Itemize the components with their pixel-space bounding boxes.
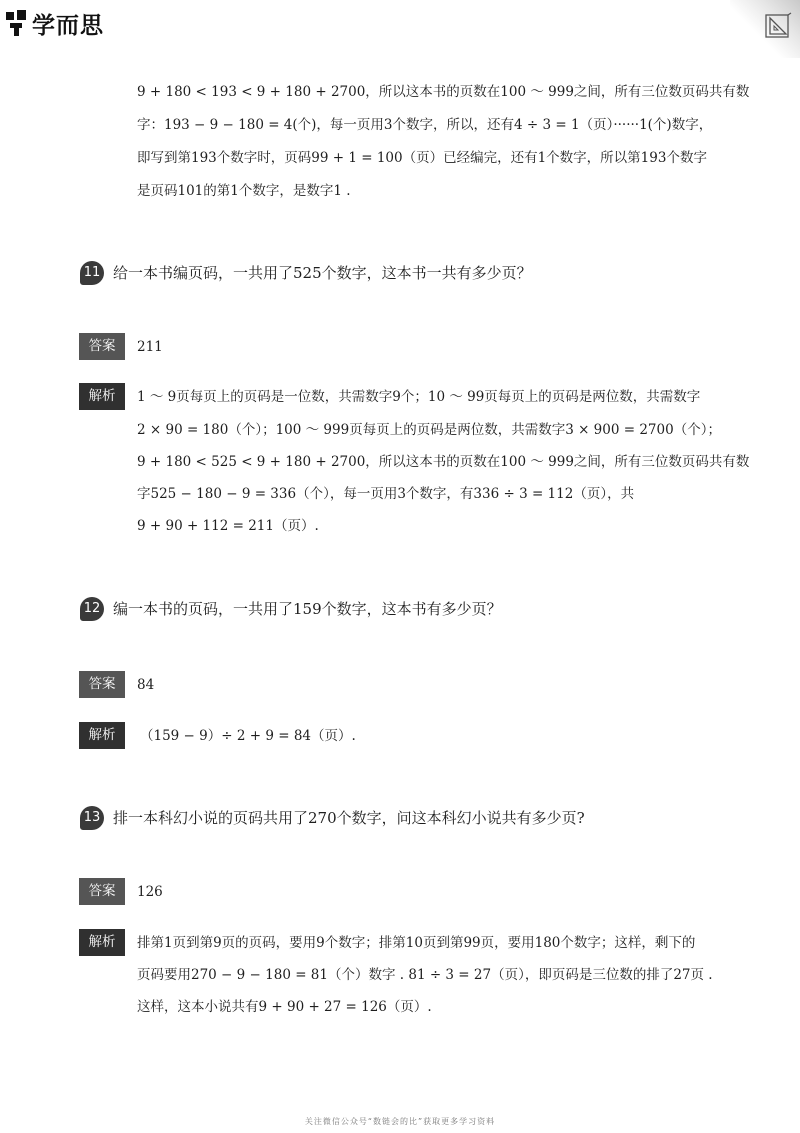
question-number-badge: 13 — [80, 806, 104, 830]
answer-label: 答案 — [79, 671, 125, 698]
brand-mark-icon — [4, 9, 28, 37]
analysis-line: 页码要用270 − 9 − 180 = 81（个）数字 . 81 ÷ 3 = 27（页），即页码是三位数的排了27页 . — [137, 967, 713, 983]
intro-line: 9 + 180 < 193 < 9 + 180 + 2700，所以这本书的页数在100 ～ 999之间，所有三位数页码共有数 — [137, 84, 750, 100]
question-number-badge: 12 — [80, 597, 104, 621]
answer-value: 126 — [137, 884, 163, 900]
intro-line: 字：193 − 9 − 180 = 4(个)，每一页用3个数字，所以，还有4 ÷ 3 = 1（页）······1(个)数字， — [137, 117, 713, 133]
brand-logo — [4, 6, 104, 40]
analysis-line: 排第1页到第9页的页码，要用9个数字；排第10页到第99页，要用180个数字；这样，剩下的 — [137, 935, 696, 951]
analysis-label: 解析 — [79, 929, 125, 956]
analysis-line: 2 × 90 = 180（个）；100 ～ 999页每页上的页码是两位数，共需数字3 × 900 = 2700（个）； — [137, 422, 721, 438]
footer-note: 关注微信公众号“数链会的比”获取更多学习资料 — [304, 1117, 496, 1126]
question-text: 排一本科幻小说的页码共用了270个数字，问这本科幻小说共有多少页? — [113, 809, 585, 827]
analysis-label: 解析 — [79, 722, 125, 749]
ruler-triangle-icon — [764, 12, 792, 40]
brand-name: 学而思 — [32, 12, 104, 39]
answer-value: 211 — [137, 339, 163, 355]
question-number-badge: 11 — [80, 261, 104, 285]
intro-line: 是页码101的第1个数字，是数字1 . — [137, 183, 351, 199]
intro-line: 即写到第193个数字时，页码99 + 1 = 100（页）已经编完，还有1个数字，所以第193个数字 — [137, 150, 707, 166]
question-text: 编一本书的页码，一共用了159个数字，这本书有多少页？ — [113, 600, 502, 618]
analysis-label: 解析 — [79, 383, 125, 410]
question-text: 给一本书编页码，一共用了525个数字，这本书一共有多少页？ — [113, 264, 532, 282]
analysis-line: 1 ～ 9页每页上的页码是一位数，共需数字9个；10 ～ 99页每页上的页码是两位数，共需数字 — [137, 389, 701, 405]
answer-label: 答案 — [79, 878, 125, 905]
answer-value: 84 — [137, 677, 155, 693]
analysis-line: 9 + 180 < 525 < 9 + 180 + 2700，所以这本书的页数在100 ～ 999之间，所有三位数页码共有数 — [137, 454, 750, 470]
analysis-line: 9 + 90 + 112 = 211（页）. — [137, 518, 319, 534]
analysis-line: 字525 − 180 − 9 = 336（个），每一页用3个数字，有336 ÷ 3 = 112（页），共 — [137, 486, 635, 502]
analysis-line: （159 − 9）÷ 2 + 9 = 84（页）. — [140, 728, 356, 744]
answer-label: 答案 — [79, 333, 125, 360]
analysis-line: 这样，这本小说共有9 + 90 + 27 = 126（页）. — [137, 999, 432, 1015]
